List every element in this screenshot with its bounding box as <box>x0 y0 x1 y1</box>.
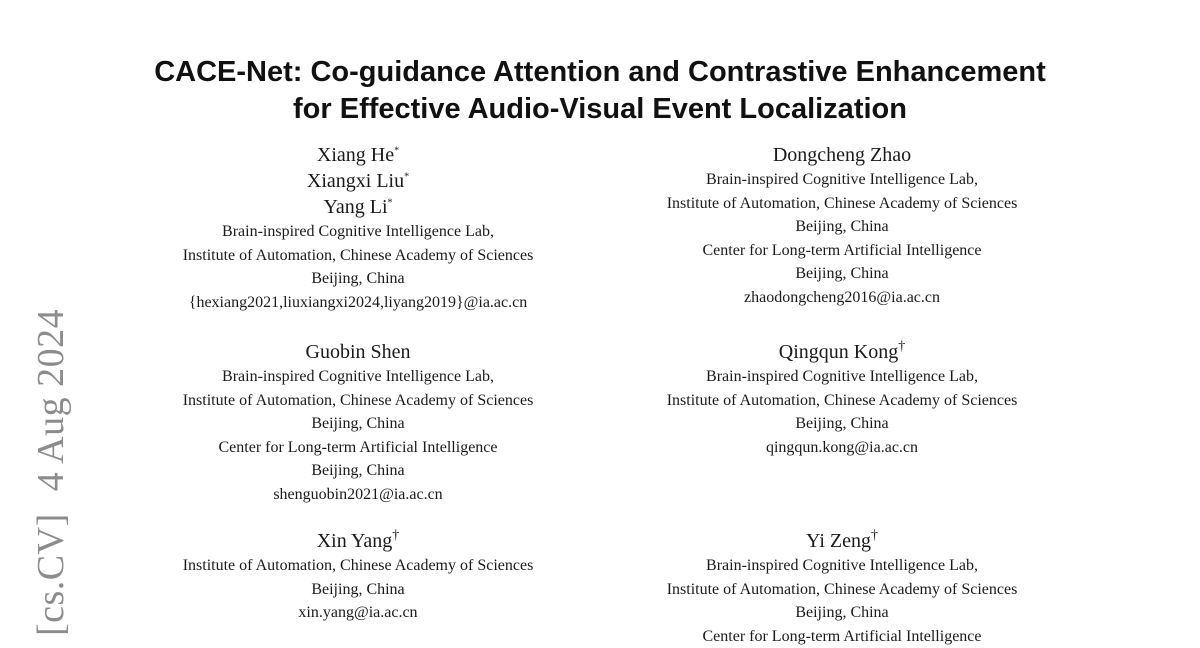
affiliation-location: Beijing, China <box>311 462 405 479</box>
author-email: {hexiang2021,liuxiangxi2024,liyang2019}@ia.ac.cn <box>188 293 528 311</box>
author-email: zhaodongcheng2016@ia.ac.cn <box>744 288 940 306</box>
affiliation-center: Center for Long-term Artificial Intelligence <box>218 438 498 456</box>
affiliation-institute: Institute of Automation, Chinese Academy of Sciences <box>182 246 534 264</box>
arxiv-date: 4 Aug 2024 <box>30 308 72 492</box>
author-email: xin.yang@ia.ac.cn <box>298 604 418 621</box>
author-block-he-liu-li <box>118 142 598 314</box>
author-name: Qingqun Kong† <box>778 339 906 363</box>
affiliation-location: Beijing, China <box>795 265 889 282</box>
author-name: Guobin Shen <box>305 341 411 363</box>
affiliation-institute: Institute of Automation, Chinese Academy of Sciences <box>182 557 534 574</box>
affiliation-institute: Institute of Automation, Chinese Academy of Sciences <box>666 391 1018 409</box>
affiliation-location: Beijing, China <box>311 415 405 432</box>
author-block-zhao <box>602 142 1082 309</box>
affiliation-institute: Institute of Automation, Chinese Academy of Sciences <box>666 580 1018 598</box>
affiliation-institute: Institute of Automation, Chinese Academy of Sciences <box>182 391 534 409</box>
arxiv-stamp <box>28 309 74 636</box>
affiliation-location: Beijing, China <box>311 580 405 598</box>
affiliation-location: Beijing, China <box>795 415 889 432</box>
paper-title-line-2: for Effective Audio-Visual Event Localization <box>293 93 907 125</box>
paper-title <box>0 54 1200 128</box>
affiliation-location: Beijing, China <box>795 604 889 621</box>
affiliation-location: Beijing, China <box>311 270 405 287</box>
affiliation-center: Center for Long-term Artificial Intelligence <box>702 241 982 259</box>
author-name: Xiang He* <box>316 144 400 166</box>
affiliation-lab: Brain-inspired Cognitive Intelligence Lab, <box>706 171 978 188</box>
affiliation-location: Beijing, China <box>795 218 889 235</box>
author-name: Yang Li* <box>323 196 393 218</box>
arxiv-category: [cs.CV] <box>30 513 72 636</box>
affiliation-center: Center for Long-term Artificial Intelligence <box>702 627 982 645</box>
affiliation-institute: Institute of Automation, Chinese Academy of Sciences <box>666 194 1018 212</box>
paper-title-line-1: CACE-Net: Co-guidance Attention and Contrastive Enhancement <box>154 56 1046 88</box>
author-block-kong <box>602 339 1082 459</box>
affiliation-lab: Brain-inspired Cognitive Intelligence Lab, <box>222 223 494 240</box>
author-block-yang <box>118 528 598 625</box>
affiliation-lab: Brain-inspired Cognitive Intelligence Lab, <box>706 368 978 385</box>
affiliation-lab: Brain-inspired Cognitive Intelligence Lab, <box>222 368 494 385</box>
author-email: qingqun.kong@ia.ac.cn <box>765 438 919 456</box>
author-email: shenguobin2021@ia.ac.cn <box>273 485 443 503</box>
author-name: Dongcheng Zhao <box>772 144 912 166</box>
author-name: Xiangxi Liu* <box>306 170 410 192</box>
author-name: Yi Zeng† <box>806 528 878 552</box>
author-name: Xin Yang† <box>316 528 400 552</box>
affiliation-lab: Brain-inspired Cognitive Intelligence Lab, <box>706 557 978 574</box>
author-block-shen <box>118 339 598 506</box>
author-block-zeng <box>602 528 1082 648</box>
